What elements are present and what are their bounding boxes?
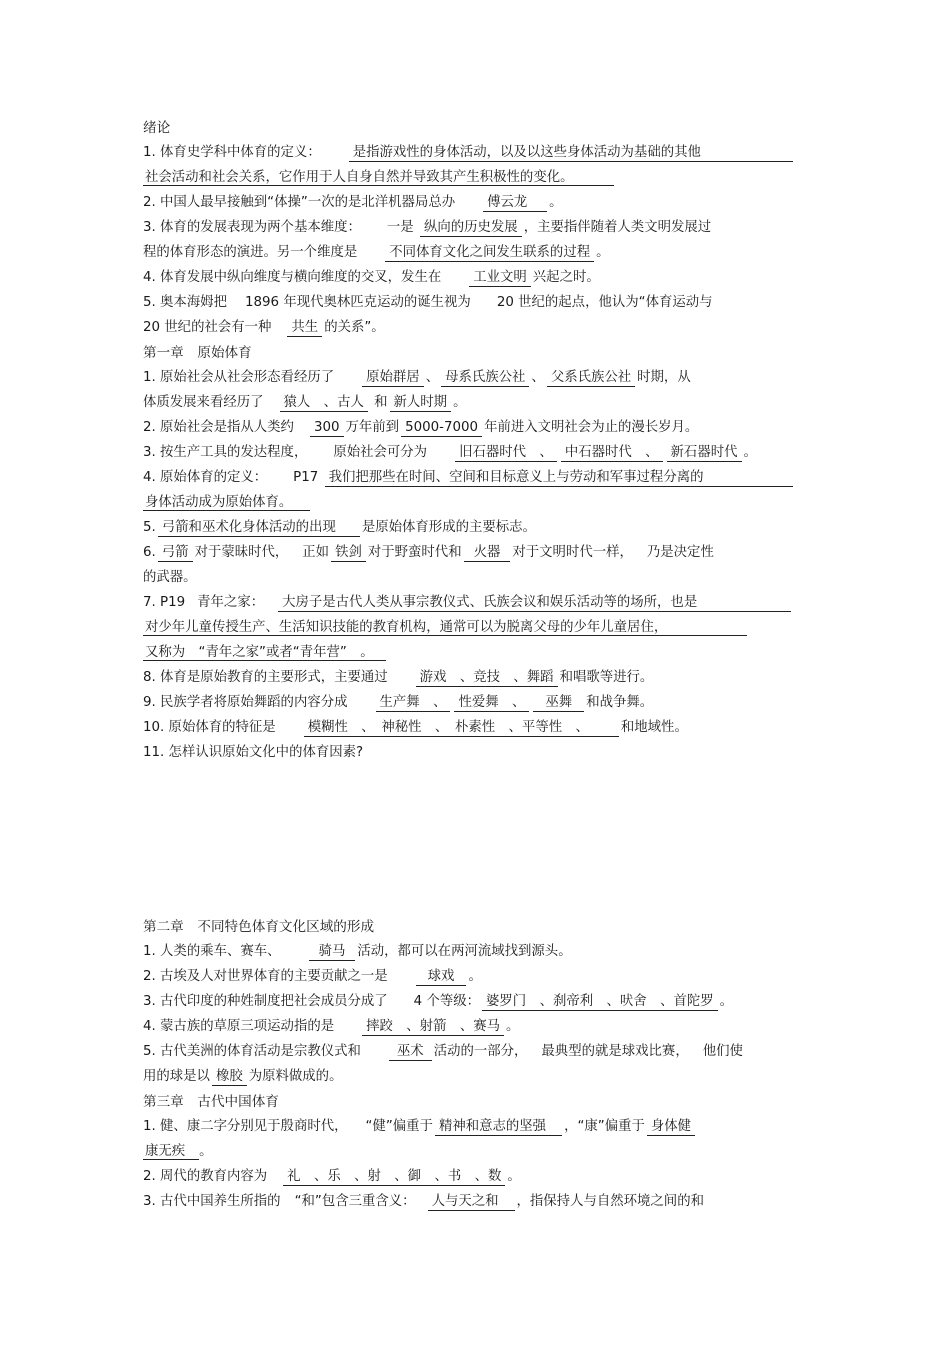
- question-text: 8. 体育是原始教育的主要形式，主要通过: [143, 670, 388, 685]
- answer-blank: 中石器时代 、: [561, 444, 663, 462]
- section-title-ch3: [143, 1092, 813, 1112]
- section-title-text: 绪论: [143, 120, 171, 136]
- answer-blank: 5000-7000: [401, 419, 482, 437]
- answer-blank: 是指游戏性的身体活动，以及以这些身体活动为基础的其他: [349, 144, 793, 162]
- section-title-text: 第二章 不同特色体育文化区域的形成: [143, 919, 375, 935]
- ch3-q3: 3. 古代中国养生所指的 “和”包含三重含义： 人与天之和 ，指保持人与自然环境之间的和: [143, 1194, 704, 1209]
- answer-blank: 巫术: [389, 1043, 432, 1061]
- answer-blank: 弓箭和巫术化身体活动的出现: [158, 519, 360, 537]
- answer-blank: 父系氏族公社: [547, 369, 635, 387]
- answer-blank: 纵向的历史发展: [420, 219, 522, 237]
- question-text: 2. 周代的教育内容为: [143, 1169, 268, 1184]
- answer-blank: 原始群居: [362, 369, 424, 387]
- answer-blank: 新石器时代: [667, 444, 742, 462]
- intro-q2: 2. 中国人最早接触到“体操”一次的是北洋机器局总办 傅云龙 。: [143, 195, 563, 210]
- answer-blank: 旧石器时代 、: [455, 444, 557, 462]
- section-title-intro: [143, 118, 813, 138]
- question-text: 5.: [143, 520, 156, 535]
- question-text: 7. P19: [143, 595, 186, 610]
- question-text: 1. 原始社会从社会形态看经历了: [143, 370, 335, 385]
- answer-blank: 人与天之和: [428, 1193, 515, 1211]
- ch1-q4: 4. 原始体育的定义： P17 我们把那些在时间、空间和目标意义上与劳动和军事过程分离的: [143, 468, 813, 488]
- answer-blank: 母系氏族公社: [441, 369, 529, 387]
- question-text: 4. 原始体育的定义：: [143, 470, 268, 485]
- answer-blank: 新人时期: [390, 394, 452, 412]
- answer-blank: 游戏 、竞技 、舞蹈: [416, 669, 558, 687]
- answer-blank: 身体活动成为原始体育。: [143, 495, 310, 511]
- section-title-text: 第一章 原始体育: [143, 345, 252, 361]
- intro-q3-cont: 程的体育形态的演进。另一个维度是 不同体育文化之间发生联系的过程 。: [143, 245, 610, 260]
- question-text: 4. 蒙古族的草原三项运动指的是: [143, 1019, 335, 1034]
- ch2-q5: 5. 古代美洲的体育活动是宗教仪式和 巫术 活动的一部分， 最典型的就是球戏比赛， 他们使: [143, 1044, 743, 1059]
- question-text: 3. 古代中国养生所指的: [143, 1194, 281, 1209]
- ch1-q7-cont2: [143, 643, 813, 663]
- answer-blank: 身体健: [647, 1118, 695, 1136]
- ch2-q2: 2. 古埃及人对世界体育的主要贡献之一是 球戏 。: [143, 969, 482, 984]
- ch1-q9: 9. 民族学者将原始舞蹈的内容分成 生产舞 、 性爱舞 、 巫舞 和战争舞。: [143, 695, 654, 710]
- answer-blank: 对少年儿童传授生产、生活知识技能的教育机构，通常可以为脱离父母的少年儿童居住，: [143, 620, 747, 636]
- intro-q5-cont: 20 世纪的社会有一种 共生 的关系”。: [143, 320, 385, 335]
- ch3-q1-cont: 康无疾 。: [145, 1144, 213, 1159]
- answer-blank: 橡胶: [212, 1068, 247, 1086]
- ch2-q5-cont: 用的球是以 橡胶 为原料做成的。: [143, 1069, 343, 1084]
- answer-blank: 弓箭: [158, 544, 193, 562]
- answer-blank: 精神和意志的坚强: [435, 1118, 562, 1136]
- question-text: 3. 古代印度的种姓制度把社会成员分成了: [143, 994, 388, 1009]
- ch1-q7-cont: [143, 618, 813, 638]
- question-text: 11. 怎样认识原始文化中的体育因素?: [143, 745, 364, 760]
- question-text: 4. 体育发展中纵向维度与横向维度的交叉，发生在: [143, 270, 442, 285]
- answer-blank: 性爱舞 、: [454, 694, 529, 712]
- answer-blank: 婆罗门 、刹帝利 、吠舍 、首陀罗: [482, 993, 718, 1011]
- ch2-q4: 4. 蒙古族的草原三项运动指的是 摔跤 、射箭 、赛马 。: [143, 1019, 520, 1034]
- ch1-q5: 5. 弓箭和巫术化身体活动的出现 是原始体育形成的主要标志。: [143, 520, 536, 535]
- question-text: 2. 原始社会是指从人类约: [143, 420, 294, 435]
- intro-q5: 5. 奥本海姆把 1896 年现代奥林匹克运动的诞生视为 20 世纪的起点，他认为“体育运动与: [143, 295, 713, 310]
- answer-blank: 生产舞 、: [376, 694, 451, 712]
- question-text: 1. 体育史学科中体育的定义：: [143, 145, 321, 160]
- answer-blank: 傅云龙: [483, 194, 547, 212]
- answer-blank: 模糊性 、 神秘性 、 朴素性 、平等性 、: [304, 719, 619, 737]
- ch1-q10: 10. 原始体育的特征是 模糊性 、 神秘性 、 朴素性 、平等性 、 和地域性。: [143, 720, 688, 735]
- question-text: 2. 中国人最早接触到“体操”一次的是北洋机器局总办: [143, 195, 456, 210]
- ch2-q1: 1. 人类的乘车、赛车、 骑马 活动，都可以在两河流域找到源头。: [143, 944, 572, 959]
- answer-blank: 铁剑: [331, 544, 366, 562]
- answer-blank: 不同体育文化之间发生联系的过程: [385, 244, 594, 262]
- answer-blank: 巫舞: [533, 694, 584, 712]
- ch3-q2: 2. 周代的教育内容为 礼 、乐 、射 、御 、书 、数 。: [143, 1169, 521, 1184]
- question-text: 1. 人类的乘车、赛车、: [143, 944, 281, 959]
- answer-blank: 社会活动和社会关系，它作用于人自身自然并导致其产生积极性的变化。: [143, 170, 614, 186]
- section-title-ch1: [143, 343, 813, 363]
- answer-blank: 共生: [287, 319, 322, 337]
- ch1-q7: 7. P19 青年之家： 大房子是古代人类从事宗教仪式、氏族会议和娱乐活动等的场所，也是: [143, 593, 813, 613]
- answer-blank: 又称为 “青年之家”或者“青年营” 。: [143, 645, 386, 661]
- answer-blank: 猿人 、古人: [280, 394, 368, 412]
- answer-blank: 我们把那些在时间、空间和目标意义上与劳动和军事过程分离的: [325, 469, 793, 487]
- question-text: 9. 民族学者将原始舞蹈的内容分成: [143, 695, 348, 710]
- answer-blank: 火器: [464, 544, 511, 562]
- ch1-q6-cont: 的武器。: [143, 570, 197, 585]
- question-text: 6.: [143, 545, 156, 560]
- section-title-text: 第三章 古代中国体育: [143, 1094, 279, 1110]
- ch1-q1: 1. 原始社会从社会形态看经历了 原始群居 、 母系氏族公社 、 父系氏族公社 时期，从: [143, 370, 691, 385]
- ch1-q2: 2. 原始社会是指从人类约 300 万年前到 5000-7000 年前进入文明社会为止的漫长岁月。: [143, 420, 699, 435]
- ch1-q11: [143, 743, 813, 763]
- ch1-q8: 8. 体育是原始教育的主要形式，主要通过 游戏 、竞技 、舞蹈 和唱歌等进行。: [143, 670, 654, 685]
- question-text: 3. 体育的发展表现为两个基本维度：: [143, 220, 361, 235]
- intro-q1: [143, 143, 813, 163]
- section-title-ch2: [143, 917, 813, 937]
- answer-blank: 大房子是古代人类从事宗教仪式、氏族会议和娱乐活动等的场所，也是: [278, 594, 791, 612]
- question-text: 3. 按生产工具的发达程度，: [143, 445, 308, 460]
- question-text: 10. 原始体育的特征是: [143, 720, 276, 735]
- ch1-q4-cont: [143, 493, 813, 513]
- intro-q1-cont: [143, 168, 813, 188]
- answer-blank: 礼 、乐 、射 、御 、书 、数: [283, 1168, 505, 1186]
- question-text: 2. 古埃及人对世界体育的主要贡献之一是: [143, 969, 388, 984]
- question-text: 5. 奥本海姆把: [143, 295, 227, 310]
- intro-q4: 4. 体育发展中纵向维度与横向维度的交叉，发生在 工业文明 兴起之时。: [143, 270, 600, 285]
- answer-blank: 300: [310, 419, 344, 437]
- answer-blank: 康无疾: [143, 1144, 199, 1160]
- ch1-q1-cont: 体质发展来看经历了 猿人 、古人 和 新人时期 。: [143, 395, 467, 410]
- answer-blank: 骑马: [309, 943, 356, 961]
- ch2-q3: 3. 古代印度的种姓制度把社会成员分成了 4 个等级： 婆罗门 、刹帝利 、吠舍 、首陀罗 。: [143, 994, 734, 1009]
- intro-q3: 3. 体育的发展表现为两个基本维度： 一是 纵向的历史发展 ，主要指伴随着人类文明发展过: [143, 220, 712, 235]
- question-text: 1. 健、康二字分别见于殷商时代，: [143, 1119, 348, 1134]
- ch3-q1: 1. 健、康二字分别见于殷商时代， “健”偏重于 精神和意志的坚强 ，“康”偏重于 身体健: [143, 1117, 813, 1137]
- ch1-q6: 6. 弓箭 对于蒙昧时代， 正如 铁剑 对于野蛮时代和 火器 对于文明时代一样， 乃是决定性: [143, 545, 714, 560]
- ch1-q3: 3. 按生产工具的发达程度， 原始社会可分为 旧石器时代 、 中石器时代 、 新石器时代 。: [143, 445, 757, 460]
- answer-blank: 摔跤 、射箭 、赛马: [362, 1018, 504, 1036]
- answer-blank: 工业文明: [469, 269, 531, 287]
- question-text: 5. 古代美洲的体育活动是宗教仪式和: [143, 1044, 361, 1059]
- answer-blank: 球戏: [416, 968, 467, 986]
